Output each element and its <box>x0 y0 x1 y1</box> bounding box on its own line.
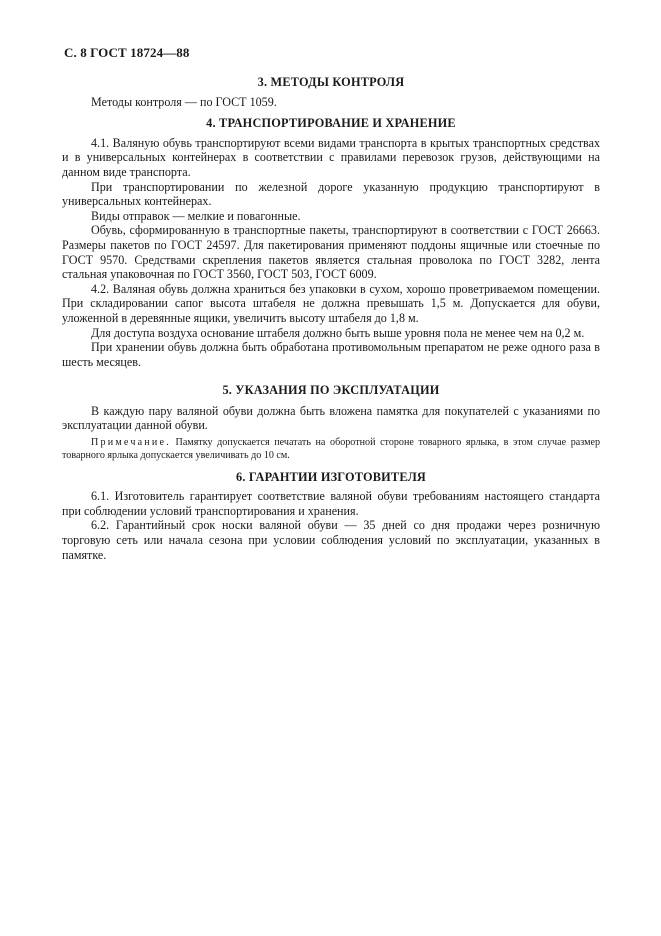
paragraph: Методы контроля — по ГОСТ 1059. <box>91 94 277 109</box>
paragraph: 4.2. Валяная обувь должна храниться без упаковки в сухом, хорошо проветриваемом помещении. При складировании сапог высота штабеля не должна превышать 1,5 м. Допускается для обуви, уложенной в деревянные ящики, увеличить высоту штабеля до 1,8 м. <box>62 281 600 325</box>
paragraph: При транспортировании по железной дороге указанную продукцию транспортируют в универсальных контейнерах. <box>62 179 600 209</box>
paragraph: Обувь, сформированную в транспортные пакеты, транспортируют в соответствии с ГОСТ 26663. Размеры пакетов по ГОСТ 24597. Для пакетирования применяют поддоны ящичные или стоечные по ГОСТ 9570. Средствами скрепления пакетов является стальная проволока по ГОСТ 3282, лента стальная упаковочная по ГОСТ 3560, ГОСТ 503, ГОСТ 6009. <box>62 223 600 282</box>
paragraph: В каждую пару валяной обуви должна быть вложена памятка для покупателей с указаниями по эксплуатации данной обуви. <box>62 403 600 433</box>
document-body <box>62 75 600 562</box>
paragraph: При хранении обувь должна быть обработана противомольным препаратом не реже одного раза в шесть месяцев. <box>62 340 600 369</box>
section-title-usage: 5. УКАЗАНИЯ ПО ЭКСПЛУАТАЦИИ <box>222 383 440 398</box>
paragraph: 4.1. Валяную обувь транспортируют всеми видами транспорта в крытых транспортных средствах и в универсальных контейнерах в соответствии с правилами перевозок грузов, действующими на данном виде транспорта. <box>62 135 600 179</box>
note-text: Памятку допускается печатать на оборотной стороне товарного ярлыка, в этом случае размер товарного ярлыка допускается увеличивать до 10 см. <box>62 437 600 461</box>
section-title-warranty: 6. ГАРАНТИИ ИЗГОТОВИТЕЛЯ <box>235 469 427 484</box>
note-label: Примечание. <box>91 437 171 449</box>
paragraph: Виды отправок — мелкие и повагонные. <box>91 208 301 223</box>
section-title-transport: 4. ТРАНСПОРТИРОВАНИЕ И ХРАНЕНИЕ <box>206 116 456 131</box>
paragraph: 6.2. Гарантийный срок носки валяной обуви — 35 дней со дня продажи через розничную торговую сеть или начала сезона при условии соблюдения условий по эксплуатации, указанных в памятке. <box>62 518 600 562</box>
note-paragraph <box>62 437 600 463</box>
paragraph: 6.1. Изготовитель гарантирует соответствие валяной обуви требованиям настоящего стандарта при соблюдении условий транспортирования и хранения. <box>62 489 600 518</box>
page-header: С. 8 ГОСТ 18724—88 <box>64 45 190 60</box>
paragraph: Для доступа воздуха основание штабеля должно быть выше уровня пола не менее чем на 0,2 м. <box>91 325 585 340</box>
section-title-methods: 3. МЕТОДЫ КОНТРОЛЯ <box>257 75 405 89</box>
note <box>62 437 600 463</box>
